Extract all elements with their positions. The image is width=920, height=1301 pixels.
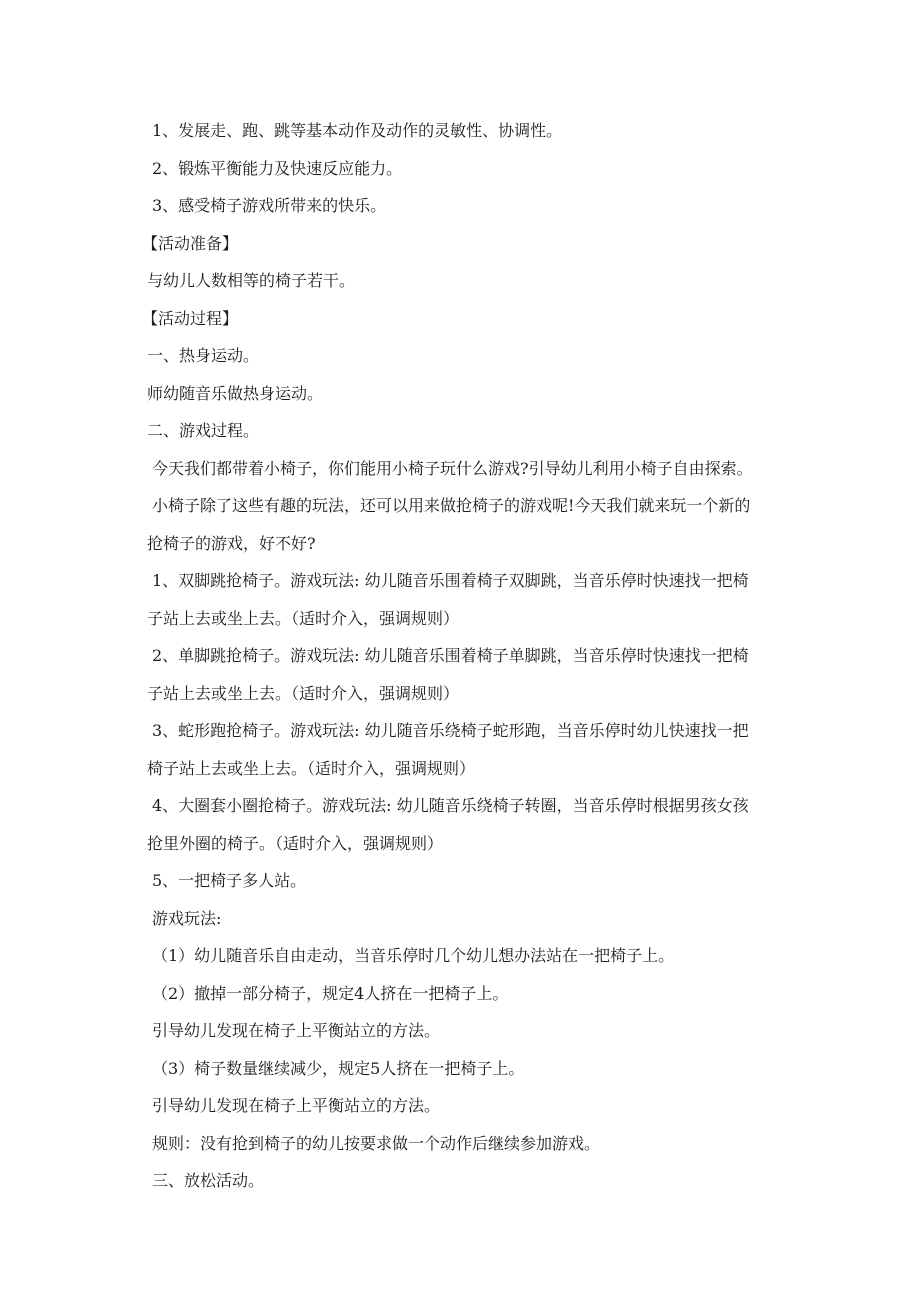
game-3-line1: 3、蛇形跑抢椅子。游戏玩法: 幼儿随音乐绕椅子蛇形跑，当音乐停时幼儿快速找一把 — [152, 721, 749, 740]
game-4-line2: 抢里外圈的椅子。（适时介入，强调规则） — [147, 833, 444, 853]
process-heading: 【活动过程】 — [142, 308, 239, 328]
section1-title: 一、热身运动。 — [147, 346, 260, 365]
game5-label: 游戏玩法: — [152, 908, 222, 928]
goal-3: 3、感受椅子游戏所带来的快乐。 — [152, 196, 387, 215]
game5-step-4: （3）椅子数量继续减少，规定5人挤在一把椅子上。 — [152, 1058, 525, 1078]
section2-intro2-line2: 抢椅子的游戏，好不好? — [147, 533, 316, 553]
prep-text: 与幼儿人数相等的椅子若干。 — [147, 271, 356, 290]
section2-intro1: 今天我们都带着小椅子，你们能用小椅子玩什么游戏?引导幼儿利用小椅子自由探索。 — [152, 458, 753, 478]
section2-title: 二、游戏过程。 — [147, 421, 260, 440]
game-4-line1: 4、大圈套小圈抢椅子。游戏玩法: 幼儿随音乐绕椅子转圈，当音乐停时根据男孩女孩 — [152, 796, 749, 815]
document-body — [142, 112, 792, 1200]
section3-title: 三、放松活动。 — [152, 1171, 265, 1190]
game5-step-3: 引导幼儿发现在椅子上平衡站立的方法。 — [152, 1021, 441, 1040]
game-1-line2: 子站上去或坐上去。（适时介入，强调规则） — [147, 608, 460, 628]
game5-step-2: （2）撤掉一部分椅子，规定4人挤在一把椅子上。 — [152, 983, 509, 1003]
game-3-line2: 椅子站上去或坐上去。（适时介入，强调规则） — [147, 758, 476, 778]
section2-intro2-line1: 小椅子除了这些有趣的玩法，还可以用来做抢椅子的游戏呢!今天我们就来玩一个新的 — [152, 496, 751, 515]
goal-1: 1、发展走、跑、跳等基本动作及动作的灵敏性、协调性。 — [152, 121, 563, 140]
game5-step-1: （1）幼儿随音乐自由走动，当音乐停时几个幼儿想办法站在一把椅子上。 — [152, 946, 675, 965]
game5-title: 5、一把椅子多人站。 — [152, 871, 307, 890]
game-2-line1: 2、单脚跳抢椅子。游戏玩法: 幼儿随音乐围着椅子单脚跳，当音乐停时快速找一把椅 — [152, 646, 749, 665]
prep-heading: 【活动准备】 — [142, 233, 239, 253]
game-2-line2: 子站上去或坐上去。（适时介入，强调规则） — [147, 683, 460, 703]
game5-step-5: 引导幼儿发现在椅子上平衡站立的方法。 — [152, 1096, 441, 1115]
goal-2: 2、锻炼平衡能力及快速反应能力。 — [152, 158, 403, 178]
section1-text: 师幼随音乐做热身运动。 — [147, 383, 324, 403]
rule-text: 规则：没有抢到椅子的幼儿按要求做一个动作后继续参加游戏。 — [152, 1133, 601, 1153]
game-1-line1: 1、双脚跳抢椅子。游戏玩法: 幼儿随音乐围着椅子双脚跳，当音乐停时快速找一把椅 — [152, 571, 749, 590]
